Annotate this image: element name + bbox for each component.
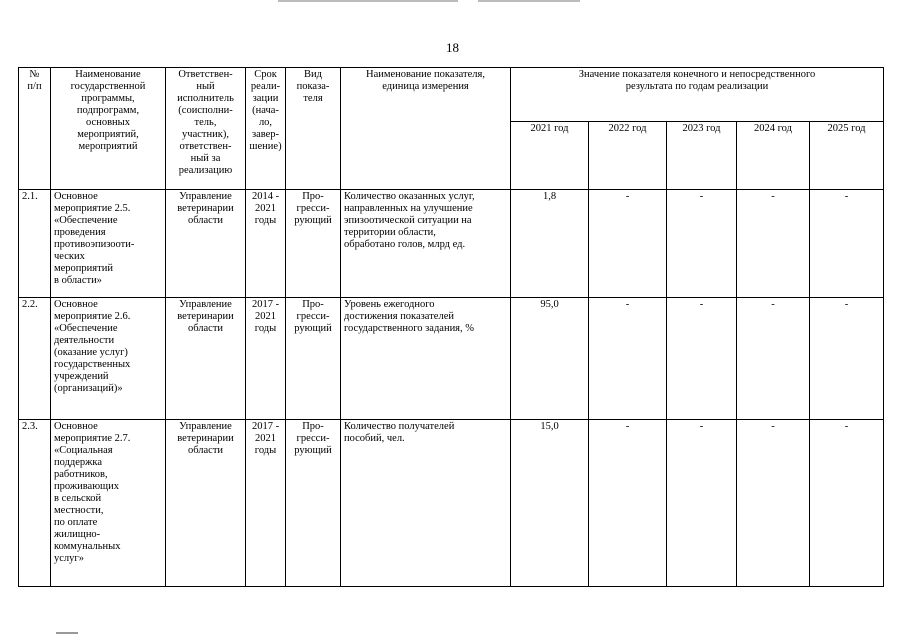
row-value-2021: 1,8 <box>511 190 589 298</box>
header-indicator-type: Вид показа- теля <box>286 68 341 190</box>
row-value-2022: - <box>589 298 667 420</box>
header-program-name: Наименование государственной программы, подпрограмм, основных мероприятий, мероприятий <box>51 68 166 190</box>
row-value-2023: - <box>667 298 737 420</box>
row-executor: Управление ветеринарии области <box>166 190 246 298</box>
scan-top-rule-right <box>478 0 580 2</box>
row-value-2025: - <box>810 190 884 298</box>
header-row-1 <box>19 68 884 122</box>
row-indicator-name: Количество оказанных услуг, направленных на улучшение эпизоотической ситуации на территории области, обработано голов, млрд ед. <box>341 190 511 298</box>
header-num: № п/п <box>19 68 51 190</box>
header-indicator-name: Наименование показателя, единица измерения <box>341 68 511 190</box>
indicators-table <box>18 67 884 587</box>
row-value-2023: - <box>667 190 737 298</box>
header-executor: Ответствен- ный исполнитель (соисполни- тель, участник), ответствен- ный за реализацию <box>166 68 246 190</box>
row-value-2024: - <box>737 420 810 587</box>
row-activity-name: Основное мероприятие 2.7. «Социальная поддержка работников, проживающих в сельской местности, по оплате жилищно- коммунальных услуг» <box>51 420 166 587</box>
scan-bottom-mark <box>56 632 78 634</box>
row-value-2021: 15,0 <box>511 420 589 587</box>
table-row <box>19 420 884 587</box>
page-number: 18 <box>446 40 459 55</box>
row-value-2022: - <box>589 190 667 298</box>
row-period: 2017 - 2021 годы <box>246 298 286 420</box>
scan-top-rule-left <box>278 0 458 2</box>
row-indicator-type: Про- гресси- рующий <box>286 298 341 420</box>
row-indicator-type: Про- гресси- рующий <box>286 420 341 587</box>
row-value-2021: 95,0 <box>511 298 589 420</box>
row-period: 2014 - 2021 годы <box>246 190 286 298</box>
row-value-2023: - <box>667 420 737 587</box>
row-value-2025: - <box>810 298 884 420</box>
header-year-2023: 2023 год <box>667 122 737 190</box>
header-year-2025: 2025 год <box>810 122 884 190</box>
table-row <box>19 298 884 420</box>
row-activity-name: Основное мероприятие 2.5. «Обеспечение проведения противоэпизооти- ческих мероприятий в области» <box>51 190 166 298</box>
row-value-2024: - <box>737 190 810 298</box>
row-num: 2.3. <box>19 420 51 587</box>
header-year-2021: 2021 год <box>511 122 589 190</box>
row-executor: Управление ветеринарии области <box>166 420 246 587</box>
header-values-group: Значение показателя конечного и непосредственного результата по годам реализации <box>511 68 884 122</box>
row-value-2024: - <box>737 298 810 420</box>
row-num: 2.1. <box>19 190 51 298</box>
row-executor: Управление ветеринарии области <box>166 298 246 420</box>
header-period: Срок реали- зации (нача- ло, завер- шение) <box>246 68 286 190</box>
row-period: 2017 - 2021 годы <box>246 420 286 587</box>
header-year-2022: 2022 год <box>589 122 667 190</box>
row-value-2025: - <box>810 420 884 587</box>
row-activity-name: Основное мероприятие 2.6. «Обеспечение деятельности (оказание услуг) государственных учреждений (организаций)» <box>51 298 166 420</box>
row-indicator-name: Уровень ежегодного достижения показателей государственного задания, % <box>341 298 511 420</box>
header-year-2024: 2024 год <box>737 122 810 190</box>
row-indicator-type: Про- гресси- рующий <box>286 190 341 298</box>
row-num: 2.2. <box>19 298 51 420</box>
row-indicator-name: Количество получателей пособий, чел. <box>341 420 511 587</box>
table-row <box>19 190 884 298</box>
row-value-2022: - <box>589 420 667 587</box>
